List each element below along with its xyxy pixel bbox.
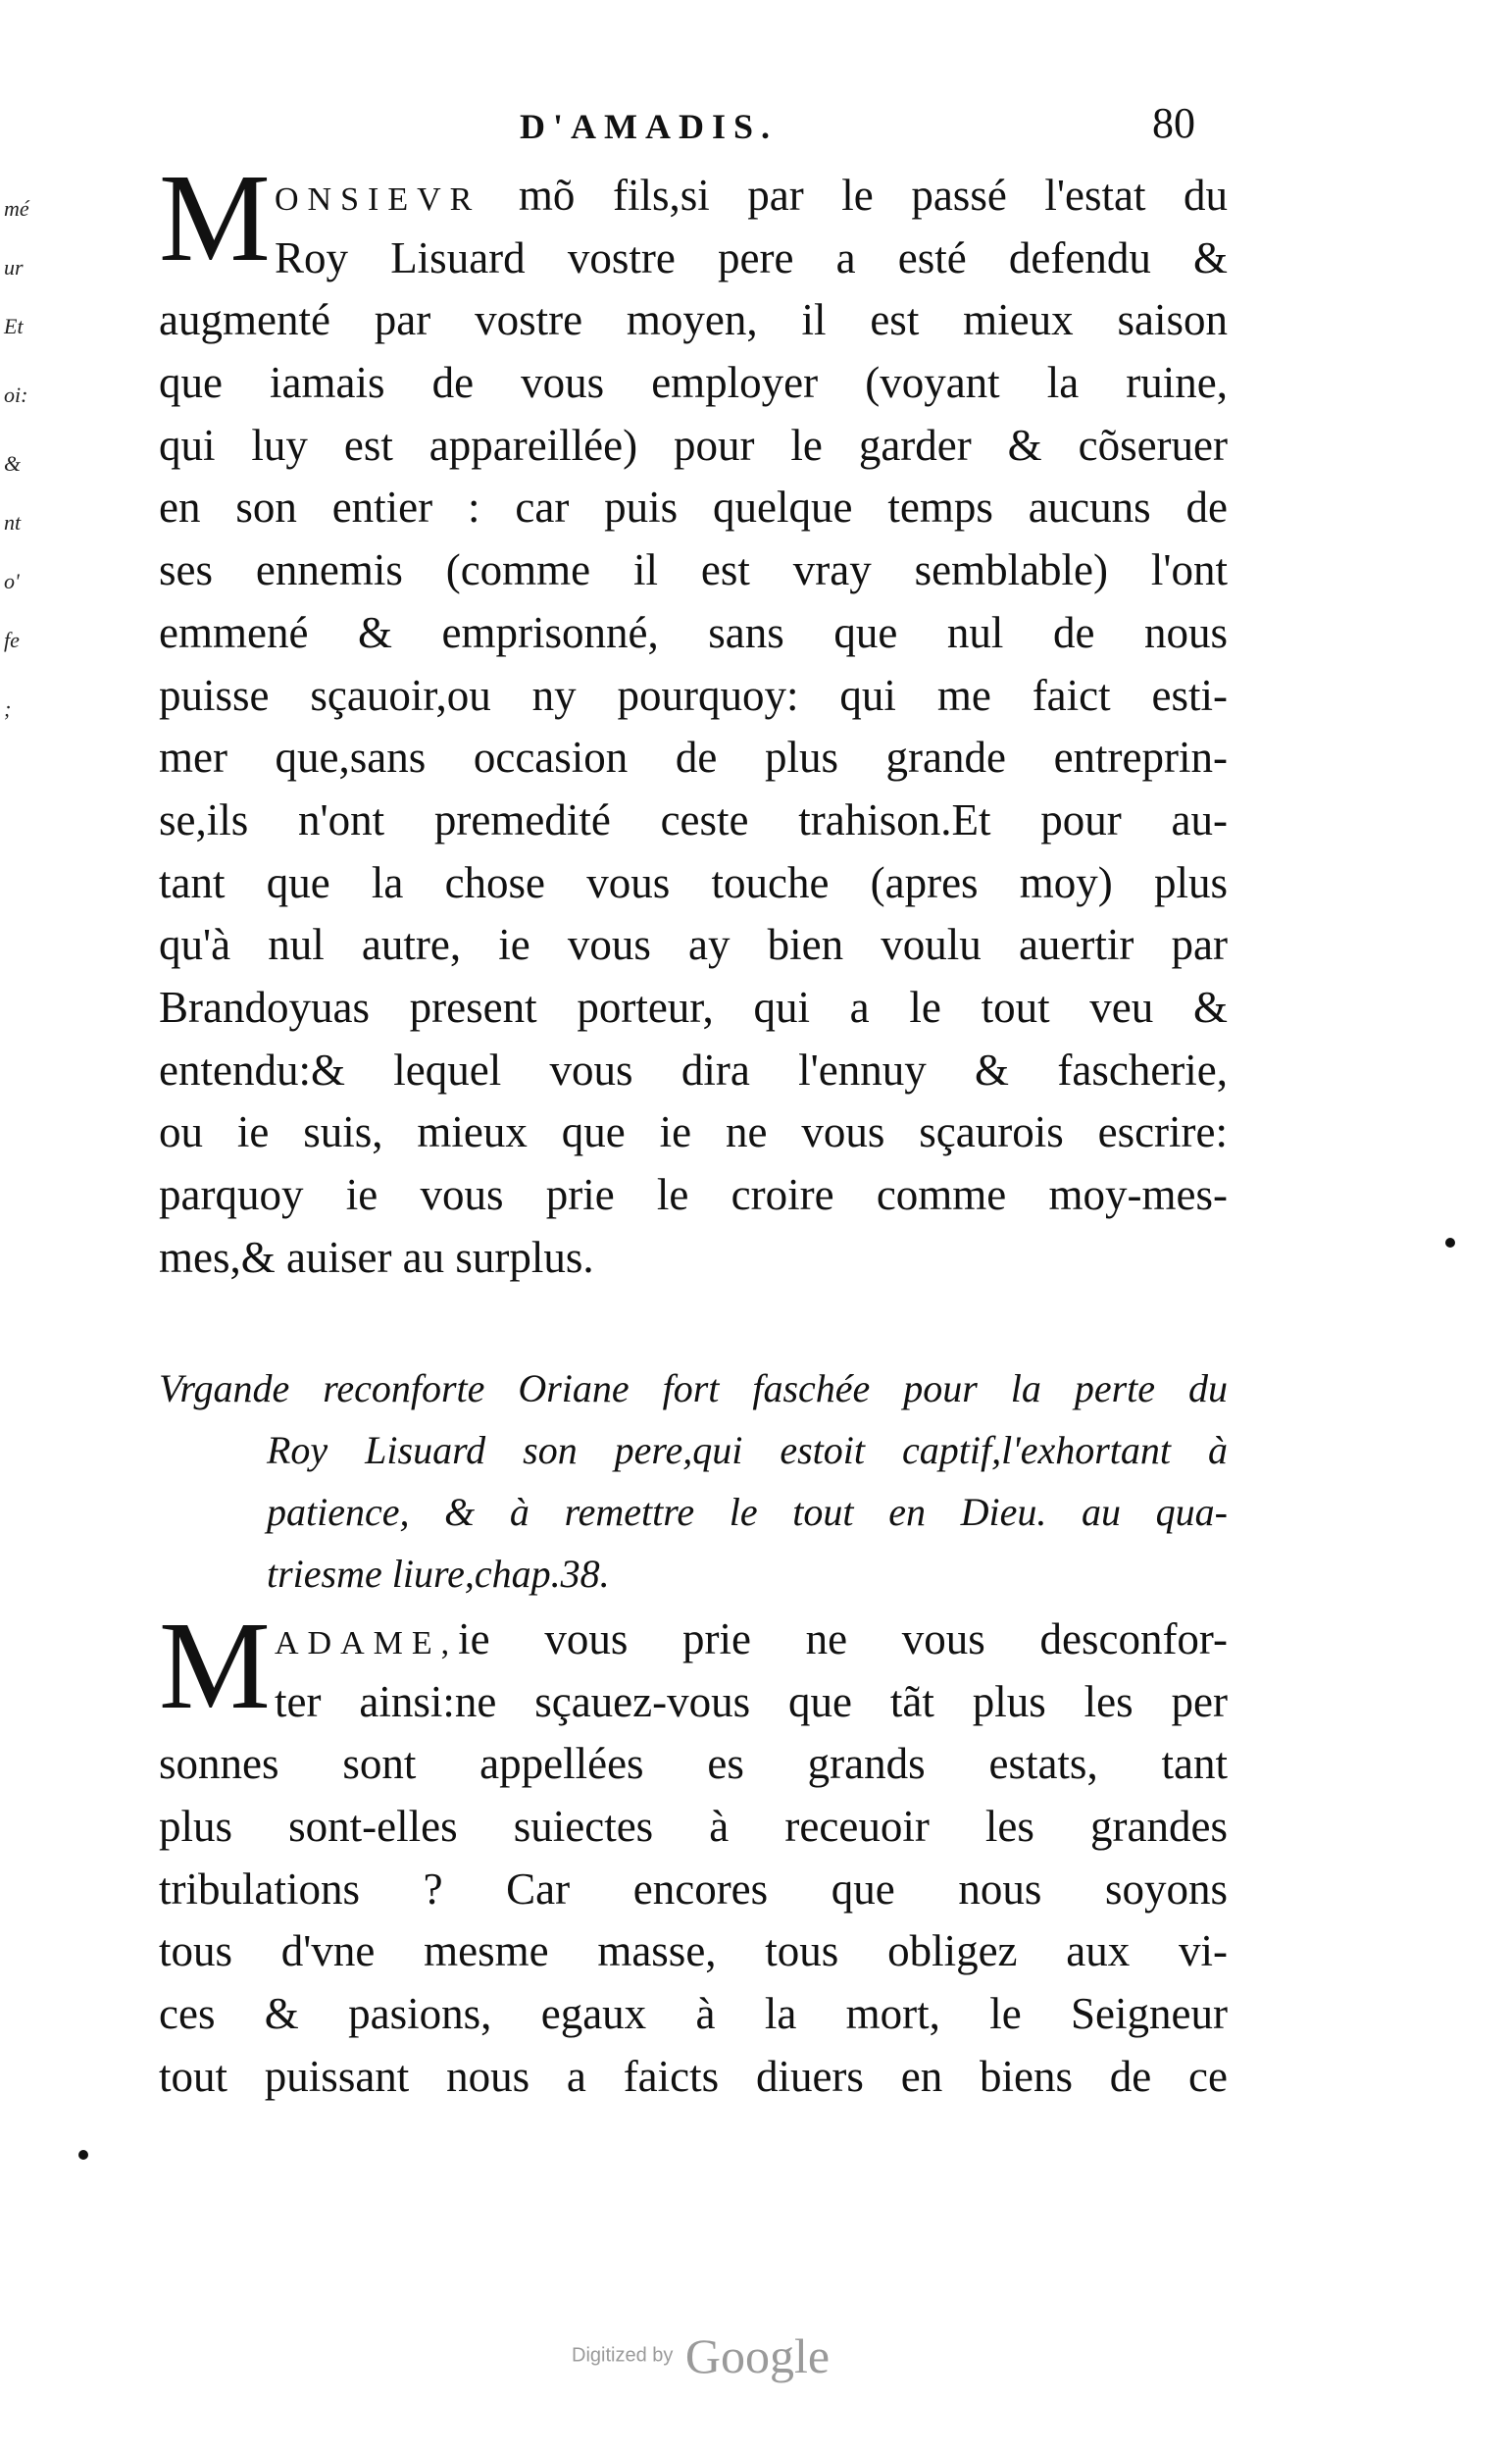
text-line: augmenté par vostre moyen, il est mieux saison [159,295,1228,345]
text-line: se,ils n'ont premedité ceste trahison.Et pour au- [159,794,1228,844]
text-line: que iamais de vous employer (voyant la ruine, [159,358,1228,408]
chapter-heading [159,1357,1228,1605]
ink-speck [78,2150,88,2160]
drop-cap-initial: M [159,1596,271,1735]
drop-cap-initial: M [159,148,271,287]
text-line: ces & pasions, egaux à la mort, le Seigneur [159,1989,1228,2039]
running-title: D'AMADIS. [520,107,779,146]
margin-fragment: Et [4,314,24,338]
margin-fragment: o' [4,569,20,593]
heading-line: triesme liure,chap.38. [267,1552,610,1596]
margin-fragment: & [4,451,22,476]
heading-line: Roy Lisuard son pere,qui estoit captif,l'exhortant à [267,1428,1228,1472]
watermark-prefix: Digitized by [572,2344,674,2367]
text-line: tant que la chose vous touche (apres moy) plus [159,857,1228,907]
small-caps-word: ONSIEVR [275,181,481,218]
left-margin-fragments [0,147,29,1275]
text-line: mer que,sans occasion de plus grande entreprin- [159,733,1228,783]
text-line: puisse sçauoir,ou ny pourquoy: qui me faict esti- [159,670,1228,720]
margin-fragment: oi: [4,383,28,407]
heading-line: patience, & à remettre le tout en Dieu. au qua- [267,1490,1228,1534]
ink-speck [1445,1238,1455,1248]
text-line: plus sont-elles suiectes à receuoir les grandes [159,1802,1228,1852]
text-line: mes,& auiser au surplus. [159,1232,594,1282]
text-line: qu'à nul autre, ie vous ay bien voulu auertir par [159,920,1228,970]
text-line: ONSIEVR mõ fils,si par le passé l'estat du [275,171,1228,220]
text-line: tout puissant nous a faicts diuers en biens de ce [159,2051,1228,2101]
text-line: tribulations ? Car encores que nous soyons [159,1864,1228,1914]
small-caps-word: ADAME, [275,1625,459,1661]
text-line: tous d'vne mesme masse, tous obligez aux vi- [159,1926,1228,1976]
margin-fragment: mé [4,196,29,221]
letter-paragraph [159,148,1228,1289]
text-line: qui luy est appareillée) pour le garder & cõseruer [159,420,1228,470]
text-line: ADAME,ie vous prie ne vous desconfor- [275,1614,1228,1663]
text-line: parquoy ie vous prie le croire comme moy-mes- [159,1170,1228,1219]
text-line: ter ainsi:ne sçauez-vous que tãt plus les per [275,1676,1228,1726]
text-line: entendu:& lequel vous dira l'ennuy & fascherie, [159,1045,1228,1095]
response-paragraph [159,1596,1228,2109]
margin-fragment: nt [4,510,22,535]
heading-line: Vrgande reconforte Oriane fort faschée pour la perte du [159,1366,1228,1410]
margin-fragment: ur [4,255,24,280]
google-logo: Google [684,2328,831,2383]
margin-fragment: fe [4,628,20,652]
digitization-watermark [572,2327,830,2384]
text-line: en son entier : car puis quelque temps aucuns de [159,483,1228,533]
text-line: Brandoyuas present porteur, qui a le tout veu & [159,982,1228,1032]
text-line: ses ennemis (comme il est vray semblable) l'ont [159,545,1228,595]
text-line: ou ie suis, mieux que ie ne vous sçaurois escrire: [159,1107,1228,1157]
page-number: 80 [1152,99,1195,147]
text-line: Roy Lisuard vostre pere a esté defendu & [275,232,1228,282]
margin-fragment: ; [4,696,12,721]
text-line: sonnes sont appellées es grands estats, tant [159,1739,1228,1789]
text-line: emmené & emprisonné, sans que nul de nous [159,607,1228,657]
